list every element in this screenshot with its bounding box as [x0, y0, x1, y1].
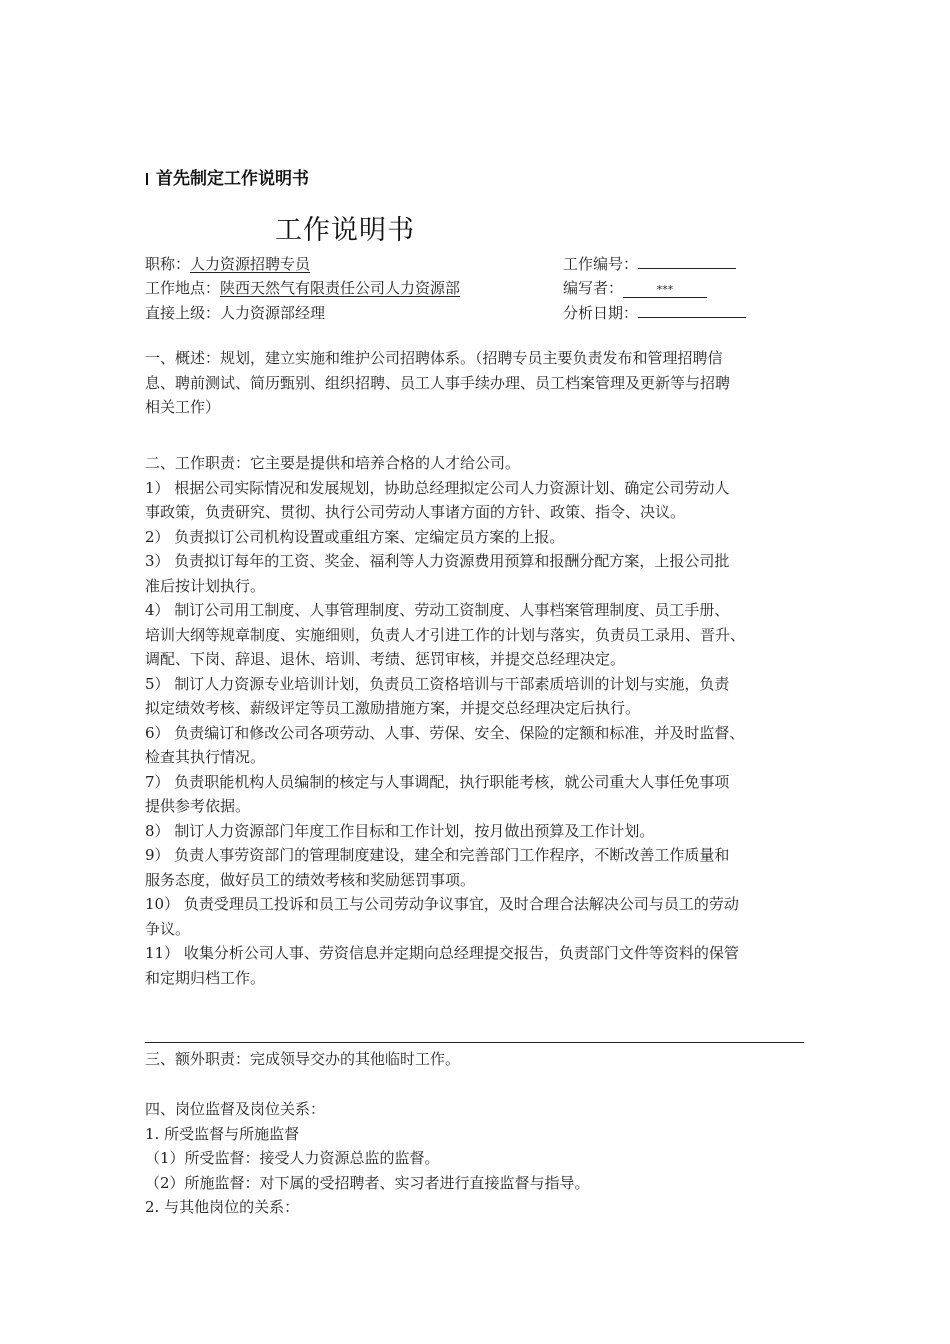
duties-line: 和定期归档工作。: [145, 968, 266, 987]
duties-line: 二、工作职责：它主要是提供和培养合格的人才给公司。: [145, 454, 521, 472]
author-label: 编写者：: [563, 279, 624, 297]
duties-line: 11） 收集分析公司人事、劳资信息并定期向总经理提交报告，负责部门文件等资料的保管: [145, 944, 739, 962]
supervision-line: 四、岗位监督及岗位关系：: [145, 1100, 326, 1118]
document-title: 工作说明书: [275, 215, 415, 246]
author-row: [563, 278, 707, 298]
overview-section: [145, 346, 810, 420]
location-value: 陕西天然气有限责任公司人力资源部: [220, 279, 461, 297]
duties-line: 拟定绩效考核、薪级评定等员工激励措施方案，并提交总经理决定后执行。: [145, 699, 641, 717]
supervision-line: 1. 所受监督与所施监督: [145, 1124, 300, 1143]
location-row: [145, 278, 460, 298]
supervisor-value: 人力资源部经理: [220, 304, 326, 322]
duties-line: 2） 负责拟订公司机构设置或重组方案、定编定员方案的上报。: [145, 527, 565, 546]
duties-line: 提供参考依据。: [145, 797, 251, 815]
duties-line: 5） 制订人力资源专业培训计划，负责员工资格培训与干部素质培训的计划与实施，负责: [145, 674, 730, 693]
duties-line: 6） 负责编订和修改公司各项劳动、人事、劳保、安全、保险的定额和标准，并及时监督、: [145, 723, 745, 742]
duties-line: 准后按计划执行。: [145, 576, 266, 595]
job-number-label: 工作编号：: [563, 255, 639, 273]
date-row: [563, 303, 746, 323]
supervision-line: （2）所施监督：对下属的受招聘者、实习者进行直接监督与指导。: [145, 1173, 590, 1192]
horizontal-divider: [145, 1042, 804, 1043]
duties-line: 争议。: [145, 919, 191, 938]
duties-line: 7） 负责职能机构人员编制的核定与人事调配，执行职能考核，就公司重大人事任免事项: [145, 772, 730, 791]
job-number-row: [563, 254, 736, 274]
duties-line: 检查其执行情况。: [145, 748, 266, 766]
duties-line: 调配、下岗、辞退、退休、培训、考绩、惩罚审核，并提交总经理决定。: [145, 650, 626, 668]
supervisor-label: 直接上级：: [145, 304, 221, 322]
supervision-line: （1）所受监督：接受人力资源总监的监督。: [145, 1149, 440, 1167]
duties-line: 8） 制订人力资源部门年度工作目标和工作计划，按月做出预算及工作计划。: [145, 821, 655, 840]
overview-line: 息、聘前测试、简历甄别、组织招聘、员工人事手续办理、员工档案管理及更新等与招聘: [145, 373, 731, 392]
section-heading: [146, 164, 309, 189]
position-row: [145, 254, 310, 274]
author-value: ***: [623, 282, 707, 298]
overview-line: 一、概述：规划，建立实施和维护公司招聘体系。（招聘专员主要负责发布和管理招聘信: [145, 349, 723, 367]
duties-line: 培训大纲等规章制度、实施细则，负责人才引进工作的计划与落实，负责员工录用、晋升、: [145, 625, 746, 644]
duties-line: 9） 负责人事劳资部门的管理制度建设，建全和完善部门工作程序，不断改善工作质量和: [145, 846, 730, 864]
duties-line: 4） 制订公司用工制度、人事管理制度、劳动工资制度、人事档案管理制度、员工手册、: [145, 601, 730, 619]
position-label: 职称：: [145, 255, 191, 273]
section-heading-text: 首先制定工作说明书: [156, 169, 309, 189]
date-label: 分析日期：: [563, 304, 639, 322]
duties-line: 3） 负责拟订每年的工资、奖金、福利等人力资源费用预算和报酬分配方案，上报公司批: [145, 552, 730, 570]
location-label: 工作地点：: [145, 279, 221, 297]
date-blank: [638, 303, 746, 318]
job-number-blank: [638, 254, 736, 269]
supervision-line: 2. 与其他岗位的关系：: [145, 1198, 300, 1216]
extra-duty-line: 三、额外职责：完成领导交办的其他临时工作。: [145, 1050, 461, 1068]
duties-section: [145, 451, 810, 990]
duties-line: 事政策，负责研究、贯彻、执行公司劳动人事诸方面的方针、政策、指令、决议。: [145, 503, 686, 521]
heading-bar: [146, 173, 148, 185]
overview-line: 相关工作）: [145, 398, 221, 416]
duties-line: 1） 根据公司实际情况和发展规划，协助总经理拟定公司人力资源计划、确定公司劳动人: [145, 478, 730, 497]
supervisor-row: [145, 303, 325, 323]
duties-line: 10） 负责受理员工投诉和员工与公司劳动争议事宜，及时合理合法解决公司与员工的劳动: [145, 895, 739, 913]
duties-line: 服务态度，做好员工的绩效考核和奖励惩罚事项。: [145, 870, 476, 889]
supervision-section: [145, 1097, 810, 1220]
extra-duty-section: [145, 1047, 810, 1072]
position-value: 人力资源招聘专员: [190, 255, 311, 273]
